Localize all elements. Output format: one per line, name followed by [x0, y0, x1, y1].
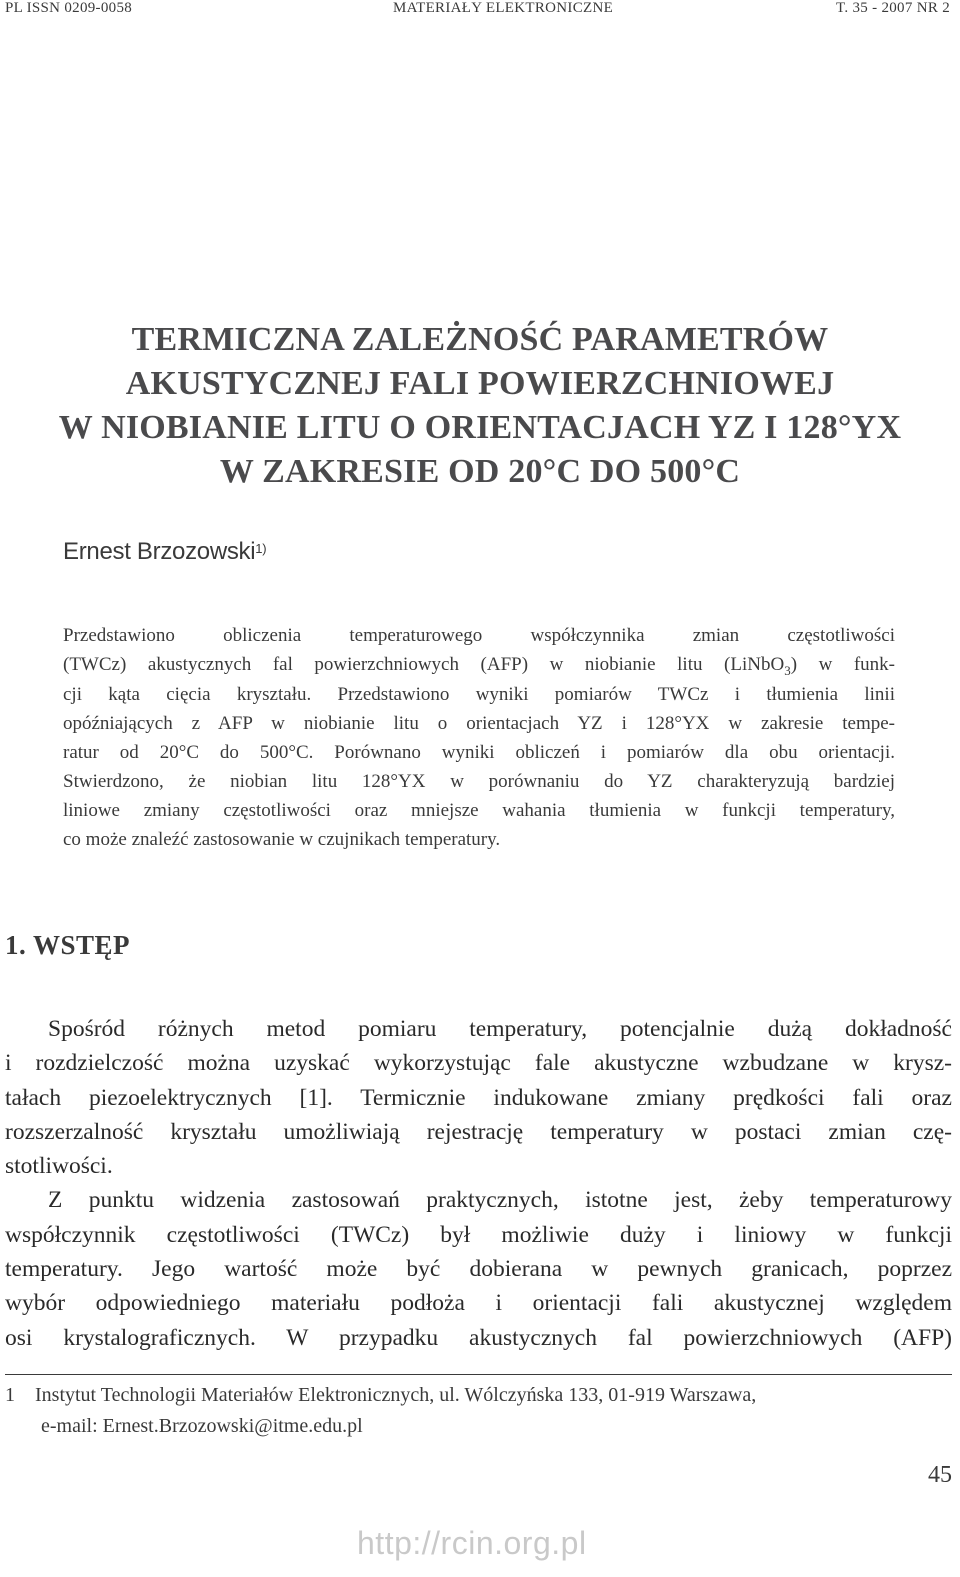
footnote-email: e-mail: Ernest.Brzozowski@itme.edu.pl	[41, 1415, 363, 1437]
author-line	[63, 538, 266, 566]
abstract-line: cji kąta cięcia kryształu. Przedstawiono wyniki pomiarów TWCz i tłumienia linii	[63, 684, 895, 705]
abstract-line: Stwierdzono, że niobian litu 128°YX w porównaniu do YZ charakteryzują bardziej	[63, 771, 895, 792]
affiliation-mark: 1)	[255, 541, 267, 556]
abstract-line: ratur od 20°C do 500°C. Porównano wyniki obliczeń i pomiarów dla obu orientacji.	[63, 742, 895, 763]
abstract-line: co może znaleźć zastosowanie w czujnikach temperatury.	[63, 829, 501, 850]
footnote-mark: 1	[5, 1384, 15, 1406]
body-line: stotliwości.	[5, 1153, 113, 1180]
abstract-line: liniowe zmiany częstotliwości oraz mniejsze wahania tłumienia w funkcji temperatury,	[63, 800, 895, 821]
abstract-text: ) w funk-	[790, 654, 896, 675]
abstract-line: Przedstawiono obliczenia temperaturowego współczynnika zmian częstotliwości	[63, 625, 895, 646]
footnote-divider	[5, 1374, 952, 1375]
body-line: i rozdzielczość można uzyskać wykorzystując fale akustyczne wzbudzane w krysz-	[5, 1050, 952, 1077]
body-line: tałach piezoelektrycznych [1]. Termicznie indukowane zmiany prędkości fali oraz	[5, 1084, 952, 1111]
body-line: współczynnik częstotliwości (TWCz) był możliwie duży i liniowy w funkcji	[5, 1221, 952, 1248]
page-number: 45	[928, 1462, 952, 1488]
body-line: wybór odpowiedniego materiału podłoża i orientacji fali akustycznej względem	[5, 1290, 952, 1317]
footnote	[5, 1380, 952, 1442]
journal-volume: T. 35 - 2007 NR 2	[836, 0, 950, 16]
subscript: 3	[784, 663, 791, 678]
footnote-affiliation: Instytut Technologii Materiałów Elektronicznych, ul. Wólczyńska 133, 01-919 Warszawa,	[35, 1384, 757, 1406]
abstract-line: opóźniających z AFP w niobianie litu o orientacjach YZ i 128°YX w zakresie tempe-	[63, 713, 895, 734]
body-line: rozszerzalność kryształu umożliwiają rejestrację temperatury w postaci zmian czę-	[5, 1118, 952, 1145]
running-header	[5, 0, 950, 18]
body-text	[5, 1012, 952, 1355]
body-line: Spośród różnych metod pomiaru temperatury, potencjalnie dużą dokładność	[48, 1016, 952, 1042]
title-line: W ZAKRESIE OD 20°C DO 500°C	[219, 453, 741, 490]
title-line: AKUSTYCZNEJ FALI POWIERZCHNIOWEJ	[125, 365, 835, 402]
title-line: W NIOBIANIE LITU O ORIENTACJACH YZ I 128°YX	[58, 409, 902, 446]
abstract-text: (TWCz) akustycznych fal powierzchniowych (AFP) w niobianie litu (LiNbO	[63, 654, 785, 675]
abstract	[63, 621, 895, 854]
abstract-line	[63, 650, 895, 680]
author-name: Ernest Brzozowski	[63, 538, 256, 565]
body-line: Z punktu widzenia zastosowań praktycznych, istotne jest, żeby temperaturowy	[48, 1187, 952, 1214]
source-watermark: http://rcin.org.pl	[357, 1525, 587, 1561]
paper-title	[20, 318, 940, 494]
title-line: TERMICZNA ZALEŻNOŚĆ PARAMETRÓW	[131, 321, 829, 358]
body-line: temperatury. Jego wartość może być dobierana w pewnych granicach, poprzez	[5, 1256, 952, 1283]
journal-name: MATERIAŁY ELEKTRONICZNE	[393, 0, 614, 16]
journal-issn: PL ISSN 0209-0058	[5, 0, 133, 16]
body-line: osi krystalograficznych. W przypadku akustycznych fal powierzchniowych (AFP)	[5, 1324, 952, 1351]
section-heading: 1. WSTĘP	[5, 930, 131, 960]
